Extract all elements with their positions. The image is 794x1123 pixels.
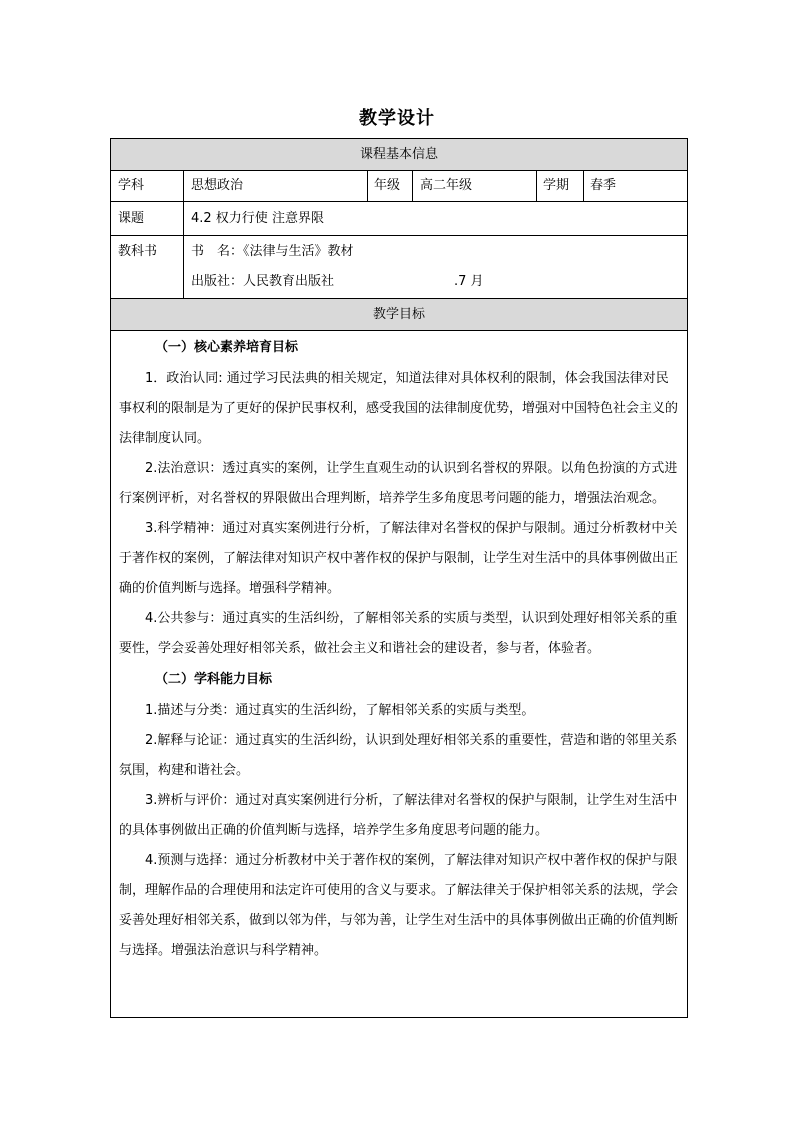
ability-heading: （二）学科能力目标 [155,672,273,687]
basic-info-header: 课程基本信息 [111,139,687,171]
lesson-plan-table [110,138,688,1018]
book-name: 书 名：《法律与生活》教材 [191,244,354,259]
goal-item: 3.辨析与评价：通过对真实案例进行分析，了解法律对名誉权的保护与限制，让学生对生活中的具体事例做出正确的价值判断与选择，培养学生多角度思考问题的能力。 [119,793,678,838]
topic-value: 4.2 权力行使 注意界限 [191,211,324,226]
core-literacy-heading: （一）核心素养培育目标 [155,340,299,355]
grade-value: 高二年级 [420,178,473,193]
subject-row [111,171,687,202]
page-title: 教学设计 [359,108,435,129]
goal-item: 2.解释与论证：通过真实的生活纠纷，认识到处理好相邻关系的重要性，营造和谐的邻里关系氛围，构建和谐社会。 [119,733,678,778]
textbook-row [111,236,687,299]
goals-header: 教学目标 [111,299,687,331]
goal-item: 3.科学精神：通过对真实案例进行分析，了解法律对名誉权的保护与限制。通过分析教材中关于著作权的案例，了解法律对知识产权中著作权的保护与限制，让学生对生活中的具体事例做出正确的价值判断与选择。增强科学精神。 [119,521,679,596]
publisher: 出版社：人民教育出版社 [191,274,335,289]
publish-date: .7 月 [454,274,484,289]
goals-content [111,332,687,966]
term-value: 春季 [590,178,617,193]
goal-item: 4.公共参与：通过真实的生活纠纷，了解相邻关系的实质与类型，认识到处理好相邻关系的重要性，学会妥善处理好相邻关系，做社会主义和谐社会的建设者，参与者，体验者。 [119,611,678,656]
topic-row [111,202,687,236]
goal-item: 4.预测与选择：通过分析教材中关于著作权的案例，了解法律对知识产权中著作权的保护与限制，理解作品的合理使用和法定许可使用的含义与要求。了解法律关于保护相邻关系的法规，学会妥善处理好相邻关系，做到以邻为伴，与邻为善，让学生对生活中的具体事例做出正确的价值判断与选择。增强法治意识与科学精神。 [119,853,679,958]
goal-item: 1.描述与分类：通过真实的生活纠纷，了解相邻关系的实质与类型。 [145,703,535,718]
textbook-label: 教科书 [118,244,158,259]
goal-item: 2.法治意识：透过真实的案例，让学生直观生动的认识到名誉权的界限。以角色扮演的方式进行案例评析，对名誉权的界限做出合理判断，培养学生多角度思考问题的能力，增强法治观念。 [119,461,678,506]
grade-label: 年级 [374,178,401,193]
subject-value: 思想政治 [191,178,244,193]
topic-label: 课题 [118,211,145,226]
term-label: 学期 [543,178,570,193]
goal-item: 1．政治认同: 通过学习民法典的相关规定，知道法律对具体权利的限制，体会我国法律对民事权利的限制是为了更好的保护民事权利，感受我国的法律制度优势，增强对中国特色社会主义的法律制度认同。 [119,371,679,446]
subject-label: 学科 [118,178,145,193]
